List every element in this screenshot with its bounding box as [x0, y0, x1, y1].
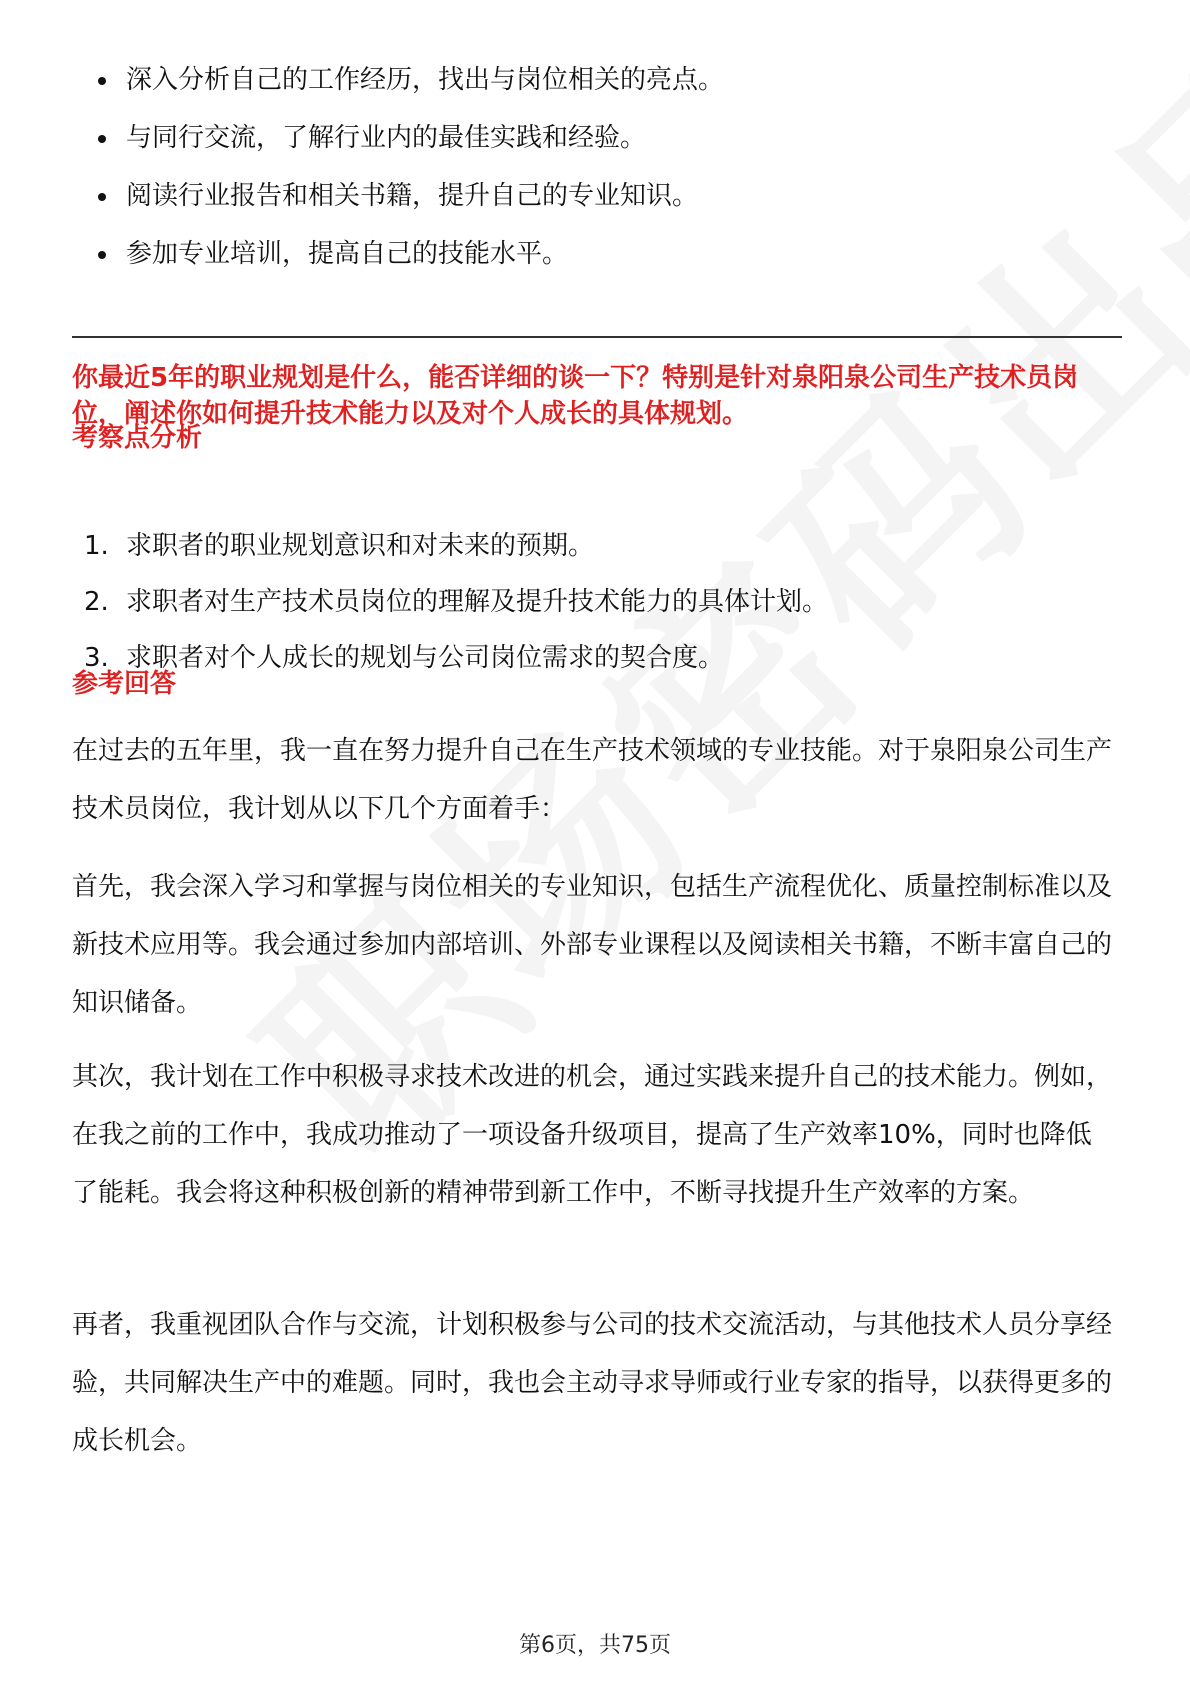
- tips-list: [92, 62, 1092, 294]
- question-title: 你最近5年的职业规划是什么，能否详细的谈一下？特别是针对泉阳泉公司生产技术员岗位，阐述你如何提升技术能力以及对个人成长的具体规划。: [72, 363, 1079, 429]
- page-number: 第6页，共75页: [519, 1633, 671, 1658]
- analysis-heading: 考察点分析: [72, 423, 203, 453]
- answer-paragraph: 在过去的五年里，我一直在努力提升自己在生产技术领域的专业技能。对于泉阳泉公司生产技术员岗位，我计划从以下几个方面着手：: [72, 736, 1113, 824]
- answer-paragraph: 首先，我会深入学习和掌握与岗位相关的专业知识，包括生产流程优化、质量控制标准以及新技术应用等。我会通过参加内部培训、外部专业课程以及阅读相关书籍，不断丰富自己的知识储备。: [72, 872, 1113, 1018]
- divider: [72, 336, 1122, 338]
- list-item: 与同行交流，了解行业内的最佳实践和经验。: [92, 120, 1092, 178]
- item-text: 求职者对个人成长的规划与公司岗位需求的契合度。: [126, 643, 725, 673]
- answer-heading: 参考回答: [72, 669, 177, 699]
- item-number: 2.: [84, 587, 109, 617]
- list-item: 参加专业培训，提高自己的技能水平。: [92, 236, 1092, 294]
- list-item: 阅读行业报告和相关书籍，提升自己的专业知识。: [92, 178, 1092, 236]
- item-number: 3.: [84, 643, 109, 673]
- list-item: 深入分析自己的工作经历，找出与岗位相关的亮点。: [92, 62, 1092, 120]
- item-text: 求职者对生产技术员岗位的理解及提升技术能力的具体计划。: [126, 587, 829, 617]
- list-item: [84, 584, 1084, 640]
- list-item: [84, 528, 1084, 584]
- item-number: 1.: [84, 531, 109, 561]
- answer-paragraph: 再者，我重视团队合作与交流，计划积极参与公司的技术交流活动，与其他技术人员分享经验，共同解决生产中的难题。同时，我也会主动寻求导师或行业专家的指导，以获得更多的成长机会。: [72, 1310, 1113, 1456]
- list-item: [84, 640, 1084, 696]
- answer-paragraph: 其次，我计划在工作中积极寻求技术改进的机会，通过实践来提升自己的技术能力。例如，在我之前的工作中，我成功推动了一项设备升级项目，提高了生产效率10%，同时也降低了能耗。我会将这种积极创新的精神带到新工作中，不断寻找提升生产效率的方案。: [72, 1062, 1113, 1208]
- item-text: 求职者的职业规划意识和对未来的预期。: [126, 531, 595, 561]
- analysis-list: [84, 528, 1084, 696]
